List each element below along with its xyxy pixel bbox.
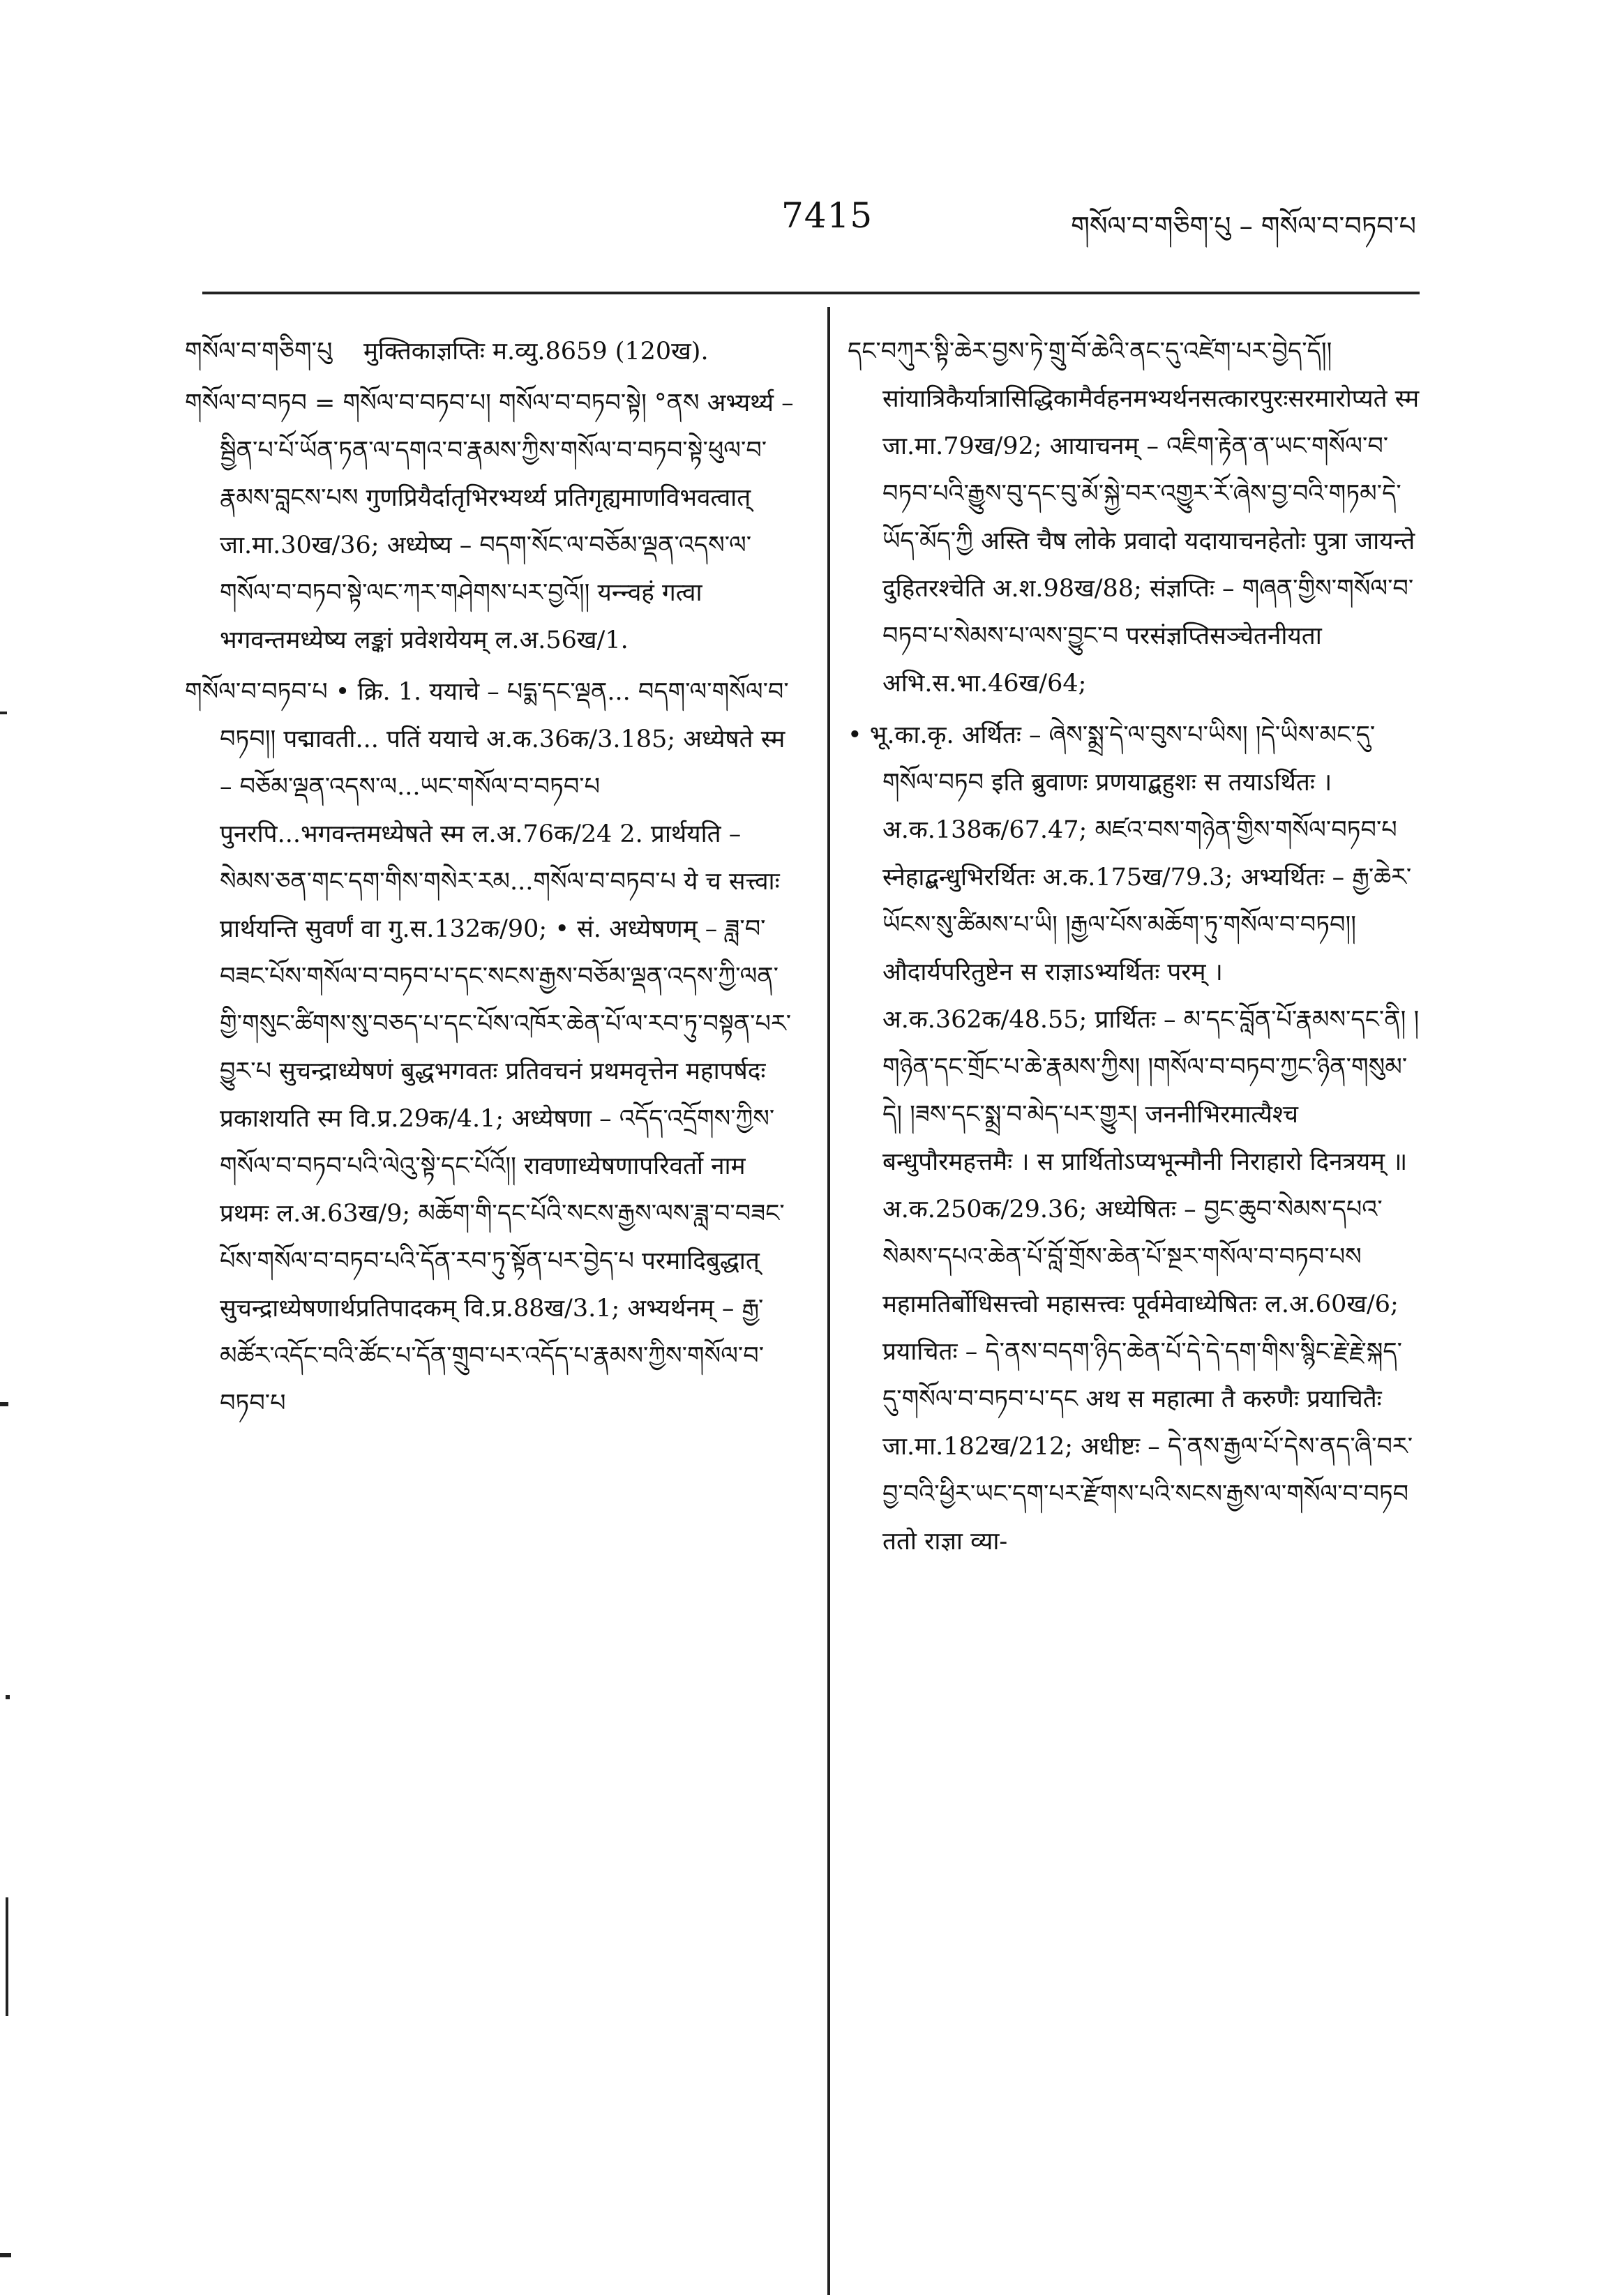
- page-number: 7415: [781, 195, 873, 236]
- entry-text: = གསོལ་བ་བཏབ་པ། གསོལ་བ་བཏབ་སྟེ། °ནས अभ्यर्थ्य – སྦྱིན་པ་པོ་ཡོན་ཏན་ལ་དགའ་བ་རྣམས་ཀྱིས་གསོལ་བ་བཏབ་སྟེ་ཕུལ་བ་རྣམས་བླངས་པས गुणप्रियैर्दातृभिरभ्यर्थ्य प्रतिगृह्यमाणविभवत्वात् जा.मा.30ख/36; अध्येष्य – བདག་སོང་ལ་བཅོམ་ལྡན་འདས་ལ་གསོལ་བ་བཏབ་སྟེ་ལང་ཀར་གཤེགས་པར་བྱའོ།། यन्न्वहं गत्वा भगवन्तमध्येष्य लङ्कां प्रवेशयेयम् ल.अ.56ख/1.: [220, 389, 794, 654]
- entry-headword: གསོལ་བ་བཏབ: [185, 389, 307, 417]
- scan-mark: [0, 2253, 11, 2257]
- entry-text: मुक्तिकाज्ञप्तिः म.व्यु.8659 (120ख).: [363, 338, 709, 366]
- entry-headword: གསོལ་བ་གཅིག་པུ: [185, 338, 333, 366]
- entry-continuation: [848, 712, 1420, 1565]
- dictionary-entry: [185, 379, 799, 664]
- entry-text: • क्रि. 1. ययाचे – པདྨ་དང་ལྡན... བདག་ལ་གསོལ་བ་བཏབ།། पद्मावती... पतिं ययाचे अ.क.36क/3.185; अध्येषते स्म – བཅོམ་ལྡན་འདས་ལ...ཡང་གསོལ་བ་བཏབ་པ पुनरपि...भगवन्तमध्येषते स्म ल.अ.76क/24 2. प्रार्थयति – སེམས་ཅན་གང་དག་གིས་གསེར་རམ...གསོལ་བ་བཏབ་པ ये च सत्त्वाः प्रार्थयन्ति सुवर्णं वा गु.स.132क/90; • सं. अध्येषणम् – ཟླ་བ་བཟང་པོས་གསོལ་བ་བཏབ་པ་དང་སངས་རྒྱས་བཅོམ་ལྡན་འདས་ཀྱི་ལན་གྱི་གསུང་ཚིགས་སུ་བཅད་པ་དང་པོས་འཁོར་ཆེན་པོ་ལ་རབ་ཏུ་བསྟན་པར་བྱུར་པ सुचन्द्राध्येषणं बुद्धभगवतः प्रतिवचनं प्रथमवृत्तेन महापर्षदः प्रकाशयति स्म वि.प्र.29क/4.1; अध्येषणा – འདོད་འདྲོགས་ཀྱིས་གསོལ་བ་བཏབ་པའི་ལེའུ་སྟེ་དང་པོའོ།། रावणाध्येषणापरिवर्तो नाम प्रथमः ल.अ.63ख/9; མཆོག་གི་དང་པོའི་སངས་རྒྱས་ལས་ཟླ་བ་བཟང་པོས་གསོལ་བ་བཏབ་པའི་དོན་རབ་ཏུ་སྟོན་པར་བྱེད་པ परमादिबुद्धात् सुचन्द्राध्येषणार्थप्रतिपादकम् वि.प्र.88ख/3.1; अभ्यर्थनम् – རྒྱ་མཚོར་འདོང་བའི་ཚོང་པ་དོན་གྲུབ་པར་འདོད་པ་རྣམས་ཀྱིས་གསོལ་བ་བཏབ་པ: [220, 678, 792, 1417]
- entry-headword: གསོལ་བ་བཏབ་པ: [185, 678, 328, 706]
- dictionary-entry: [185, 668, 799, 1427]
- running-head: གསོལ་བ་གཅིག་པུ – གསོལ་བ་བཏབ་པ: [1071, 211, 1416, 241]
- entry-text: • भू.का.कृ. अर्थितः – ཞེས་སྨྲ་དེ་ལ་བུས་པ་ཡིས། །དེ་ཡིས་མང་དུ་གསོལ་བཏབ इति ब्रुवाणः प्रणयाद्बहुशः स तयाऽर्थितः । अ.क.138क/67.47; མཛའ་བས་གཉེན་གྱིས་གསོལ་བཏབ་པ स्नेहाद्बन्धुभिरर्थितः अ.क.175ख/79.3; अभ्यर्थितः – རྒྱ་ཆེར་ཡོངས་སུ་ཚིམས་པ་ཡི། །རྒྱལ་པོས་མཆོག་ཏུ་གསོལ་བ་བཏབ།། औदार्यपरितुष्टेन स राज्ञाऽभ्यर्थितः परम् । अ.क.362क/48.55; प्रार्थितः – མ་དང་བློན་པོ་རྣམས་དང་ནི། །གཉེན་དང་གྲོང་པ་ཆེ་རྣམས་ཀྱིས། །གསོལ་བ་བཏབ་ཀྱང་ཉིན་གསུམ་དེ། །ཟས་དང་སྨྲ་བ་མེད་པར་གྱུར། जननीभिरमात्यैश्च बन्धुपौरमहत्तमैः । स प्रार्थितोऽप्यभून्मौनी निराहारो दिनत्रयम् ॥ अ.क.250क/29.36; अध्येषितः – བྱང་ཆུབ་སེམས་དཔའ་སེམས་དཔའ་ཆེན་པོ་བློ་གྲོས་ཆེན་པོ་སྔར་གསོལ་བ་བཏབ་པས महामतिर्बोधिसत्त्वो महासत्त्वः पूर्वमेवाध्येषितः ल.अ.60ख/6; प्रयाचितः – དེ་ནས་བདག་ཉིད་ཆེན་པོ་དེ་དེ་དག་གིས་སྙིང་རྗེ་རྗེ་སྐད་དུ་གསོལ་བ་བཏབ་པ་དང अथ स महात्मा तै करुणैः प्रयाचितैः जा.मा.182ख/212; अधीष्टः – དེ་ནས་རྒྱལ་པོ་དེས་ནད་ཞི་བར་བྱ་བའི་ཕྱིར་ཡང་དག་པར་རྫོགས་པའི་སངས་རྒྱས་ལ་གསོལ་བ་བཏབ ततो राज्ञा व्या-: [848, 721, 1420, 1556]
- column-divider: [827, 307, 830, 2295]
- entry-text: དང་བཀུར་སྟི་ཆེར་བྱས་ཏེ་གྲུ་བོ་ཆེའི་ནང་དུ་འཛེག་པར་བྱེད་དོ།། सांयात्रिकैर्यात्रासिद्धिकामैर्वहनमभ्यर्थनसत्कारपुरःसरमारोप्यते स्म जा.मा.79ख/92; आयाचनम् – འཇིག་རྟེན་ན་ཡང་གསོལ་བ་བཏབ་པའི་རྒྱུས་བུ་དང་བུ་མོ་སྐྱེ་བར་འགྱུར་རོ་ཞེས་བྱ་བའི་གཏམ་དེ་ཡོད་མོད་ཀྱི अस्ति चैष लोके प्रवादो यदायाचनहेतोः पुत्रा जायन्ते दुहितरश्चेति अ.श.98ख/88; संज्ञप्तिः – གཞན་གྱིས་གསོལ་བ་བཏབ་པ་སེམས་པ་ལས་བྱུང་བ परसंज्ञप्तिसञ्चेतनीयता अभि.स.भा.46ख/64;: [848, 338, 1420, 698]
- entry-continuation: [848, 328, 1420, 707]
- scan-mark: [0, 712, 7, 714]
- right-column: [848, 328, 1420, 1570]
- scan-mark: [0, 1402, 8, 1406]
- header-rule: [202, 292, 1420, 294]
- scan-mark: [6, 1695, 10, 1699]
- scan-mark: [6, 1897, 8, 2016]
- left-column: [185, 328, 799, 1431]
- dictionary-entry: [185, 328, 799, 375]
